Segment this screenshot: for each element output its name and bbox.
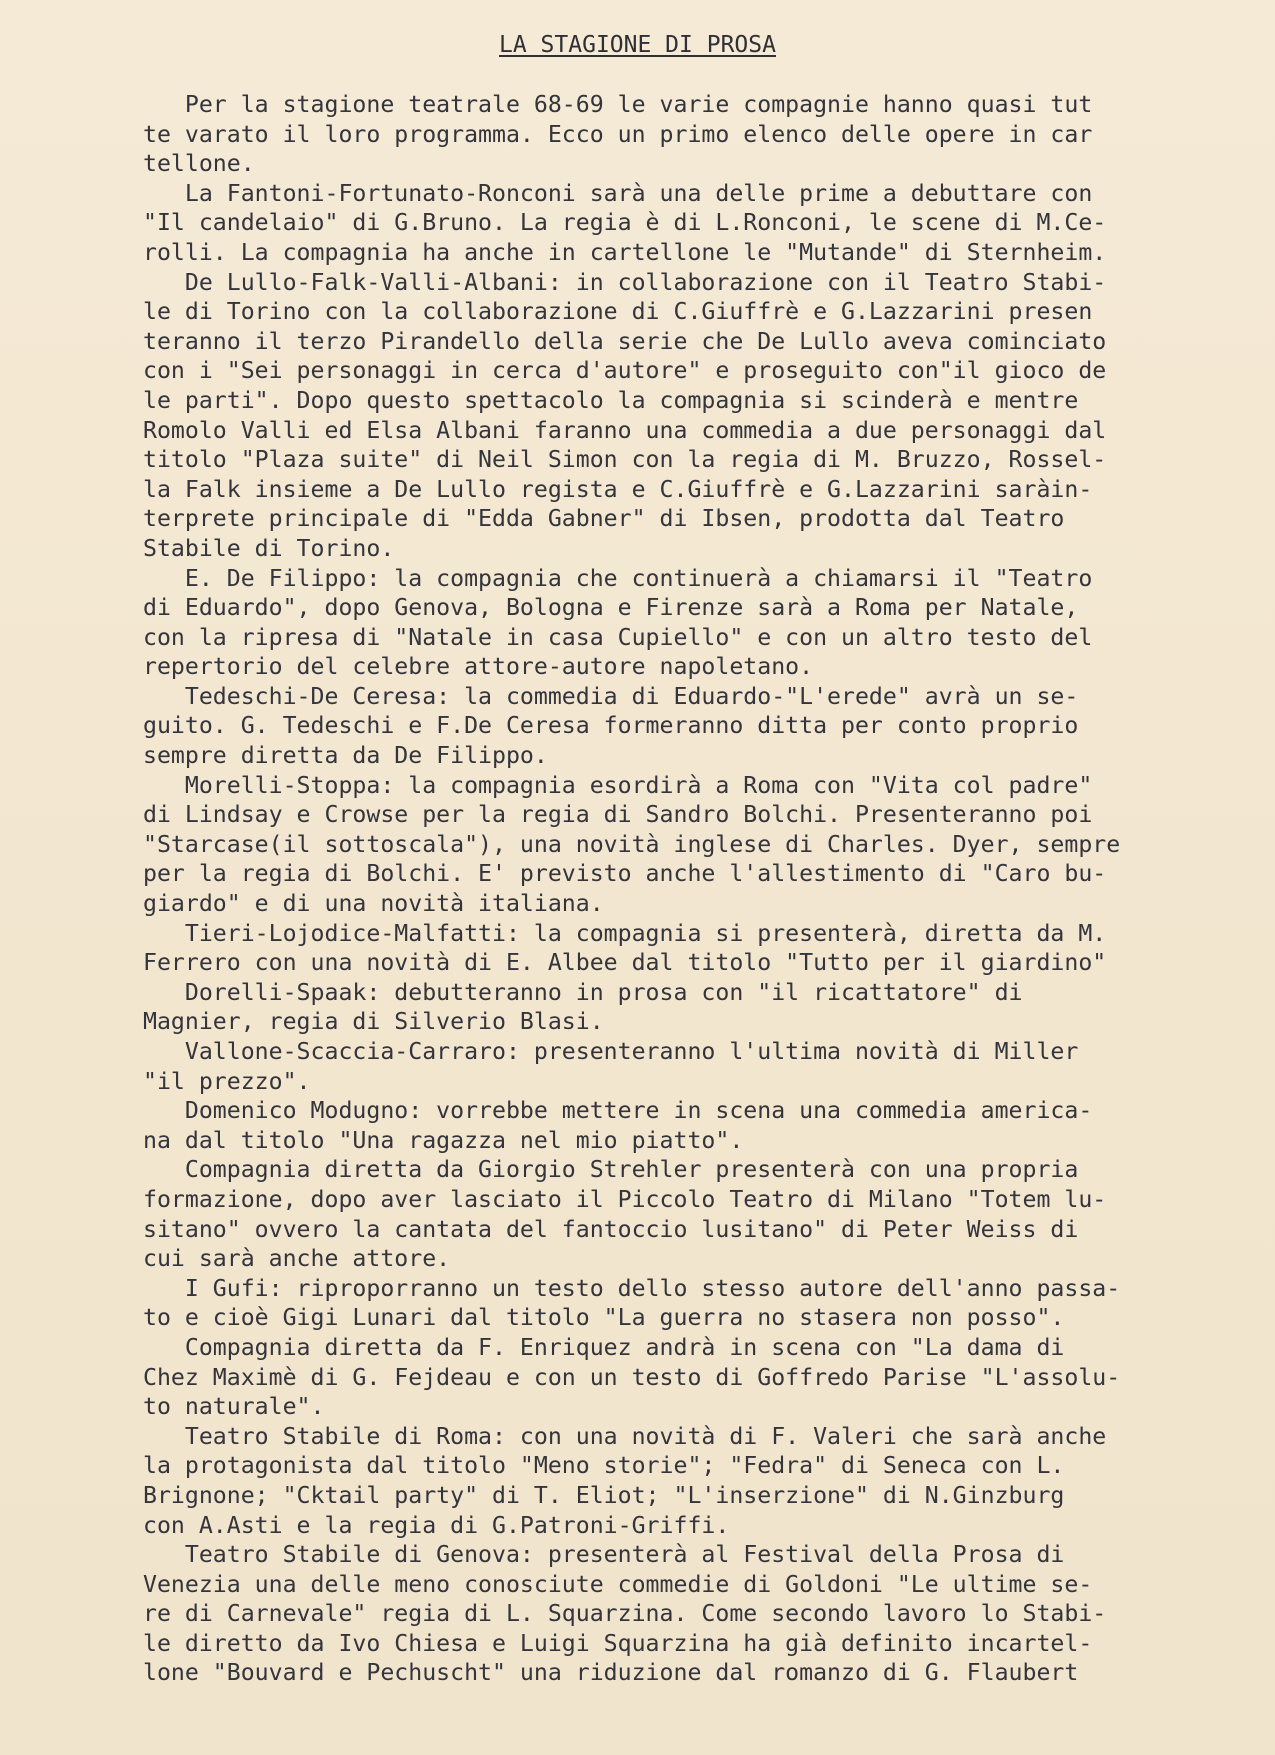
text-line: di Eduardo", dopo Genova, Bologna e Firenze sarà a Roma per Natale,: [143, 594, 1079, 622]
text-line: Romolo Valli ed Elsa Albani faranno una commedia a due personaggi dal: [143, 416, 1107, 444]
text-line: te varato il loro programma. Ecco un primo elenco delle opere in car: [143, 120, 1093, 148]
text-line: Brignone; "Cktail party" di T. Eliot; "L'inserzione" di N.Ginzburg: [143, 1481, 1065, 1509]
text-line: giardo" e di una novità italiana.: [143, 890, 604, 918]
text-line: "Starcase(il sottoscala"), una novità inglese di Charles. Dyer, sempre: [143, 830, 1121, 858]
text-line: Stabile di Torino.: [143, 534, 395, 562]
text-line: guito. G. Tedeschi e F.De Ceresa formeranno ditta per conto proprio: [143, 712, 1079, 740]
text-line: le di Torino con la collaborazione di C.Giuffrè e G.Lazzarini presen: [143, 298, 1093, 326]
text-line: lone "Bouvard e Pechuscht" una riduzione dal romanzo di G. Flaubert: [143, 1659, 1079, 1687]
text-line: la protagonista dal titolo "Meno storie"; "Fedra" di Seneca con L.: [143, 1452, 1065, 1480]
text-line: le diretto da Ivo Chiesa e Luigi Squarzina ha già definito incartel-: [143, 1629, 1093, 1657]
text-line: Compagnia diretta da Giorgio Strehler presenterà con una propria: [143, 1156, 1079, 1184]
text-line: Tieri-Lojodice-Malfatti: la compagnia si presenterà, diretta da M.: [143, 919, 1107, 947]
text-line: repertorio del celebre attore-autore napoletano.: [143, 653, 814, 681]
text-line: sitano" ovvero la cantata del fantoccio lusitano" di Peter Weiss di: [143, 1215, 1079, 1243]
text-line: Magnier, regia di Silverio Blasi.: [143, 1008, 604, 1036]
text-line: cui sarà anche attore.: [143, 1245, 451, 1273]
text-line: Chez Maximè di G. Fejdeau e con un testo di Goffredo Parise "L'assolu-: [143, 1363, 1121, 1391]
text-line: Teatro Stabile di Roma: con una novità di F. Valeri che sarà anche: [143, 1422, 1107, 1450]
text-line: to naturale".: [143, 1393, 325, 1421]
text-line: Dorelli-Spaak: debutteranno in prosa con "il ricattatore" di: [143, 978, 1023, 1006]
text-line: Venezia una delle meno conosciute commedie di Goldoni "Le ultime se-: [143, 1570, 1093, 1598]
text-line: con i "Sei personaggi in cerca d'autore" e proseguito con"il gioco de: [143, 357, 1107, 385]
text-line: la Falk insieme a De Lullo regista e C.Giuffrè e G.Lazzarini saràin-: [143, 475, 1093, 503]
text-line: con A.Asti e la regia di G.Patroni-Griffi.: [143, 1511, 730, 1539]
text-line: rolli. La compagnia ha anche in cartellone le "Mutande" di Sternheim.: [143, 238, 1107, 266]
text-line: Compagnia diretta da F. Enriquez andrà in scena con "La dama di: [143, 1333, 1065, 1361]
text-line: re di Carnevale" regia di L. Squarzina. Come secondo lavoro lo Stabi-: [143, 1600, 1107, 1628]
text-line: le parti". Dopo questo spettacolo la compagnia si scinderà e mentre: [143, 386, 1079, 414]
text-line: con la ripresa di "Natale in casa Cupiello" e con un altro testo del: [143, 623, 1093, 651]
text-line: I Gufi: riproporranno un testo dello stesso autore dell'anno passa-: [143, 1274, 1121, 1302]
text-line: titolo "Plaza suite" di Neil Simon con la regia di M. Bruzzo, Rossel-: [143, 446, 1107, 474]
document-body: [143, 90, 1253, 1688]
text-line: na dal titolo "Una ragazza nel mio piatto".: [143, 1126, 744, 1154]
text-line: sempre diretta da De Filippo.: [143, 742, 548, 770]
page-title-text: LA STAGIONE DI PROSA: [499, 32, 776, 58]
text-line: Ferrero con una novità di E. Albee dal titolo "Tutto per il giardino": [143, 949, 1107, 977]
text-line: De Lullo-Falk-Valli-Albani: in collaborazione con il Teatro Stabi-: [143, 268, 1107, 296]
text-line: teranno il terzo Pirandello della serie che De Lullo aveva cominciato: [143, 327, 1107, 355]
text-line: Morelli-Stoppa: la compagnia esordirà a Roma con "Vita col padre": [143, 771, 1093, 799]
text-line: di Lindsay e Crowse per la regia di Sandro Bolchi. Presenteranno poi: [143, 801, 1093, 829]
text-line: Vallone-Scaccia-Carraro: presenteranno l'ultima novità di Miller: [143, 1038, 1079, 1065]
text-line: formazione, dopo aver lasciato il Piccolo Teatro di Milano "Totem lu-: [143, 1185, 1107, 1213]
text-line: "il prezzo".: [143, 1067, 311, 1095]
text-line: Teatro Stabile di Genova: presenterà al Festival della Prosa di: [143, 1541, 1065, 1569]
text-line: E. De Filippo: la compagnia che continuerà a chiamarsi il "Teatro: [143, 564, 1093, 592]
text-line: Domenico Modugno: vorrebbe mettere in scena una commedia america-: [143, 1097, 1093, 1125]
text-line: to e cioè Gigi Lunari dal titolo "La guerra no stasera non posso".: [143, 1304, 1065, 1332]
text-line: Tedeschi-De Ceresa: la commedia di Eduardo-"L'erede" avrà un se-: [143, 682, 1079, 710]
text-line: tellone.: [143, 150, 255, 178]
text-line: Per la stagione teatrale 68-69 le varie compagnie hanno quasi tut: [143, 91, 1093, 118]
text-line: per la regia di Bolchi. E' previsto anche l'allestimento di "Caro bu-: [143, 860, 1107, 888]
text-line: "Il candelaio" di G.Bruno. La regia è di L.Ronconi, le scene di M.Ce-: [143, 209, 1107, 237]
text-line: La Fantoni-Fortunato-Ronconi sarà una delle prime a debuttare con: [143, 179, 1093, 207]
text-line: terprete principale di "Edda Gabner" di Ibsen, prodotta dal Teatro: [143, 505, 1065, 533]
page-title: [0, 30, 1275, 60]
